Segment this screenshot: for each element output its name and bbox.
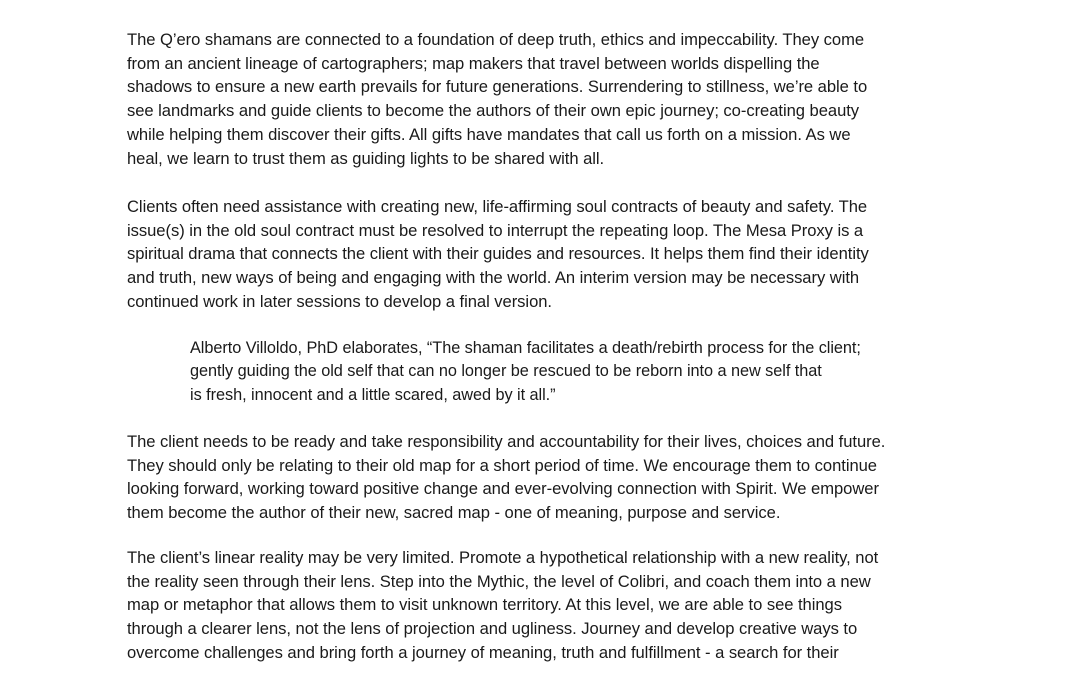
text-line: spiritual drama that connects the client with their guides and resources. It helps them find their identity — [127, 244, 869, 264]
text-line: issue(s) in the old soul contract must be resolved to interrupt the repeating loop. The Mesa Proxy is a — [127, 220, 864, 240]
text-line: They should only be relating to their old map for a short period of time. We encourage them to continue — [127, 455, 877, 475]
quote-line: gently guiding the old self that can no longer be rescued to be reborn into a new self that — [190, 362, 822, 381]
text-line: looking forward, working toward positive change and ever-evolving connection with Spirit. We empower — [127, 479, 879, 499]
quote-line: is fresh, innocent and a little scared, awed by it all.” — [190, 385, 556, 404]
quote-line: Alberto Villoldo, PhD elaborates, “The shaman facilitates a death/rebirth process for the client; — [190, 339, 861, 357]
text-line: Clients often need assistance with creating new, life-affirming soul contracts of beauty and safety. The — [127, 197, 868, 216]
paragraph-qero-shamans — [127, 28, 957, 170]
text-line: The client needs to be ready and take responsibility and accountability for their lives, choices and future. — [127, 432, 886, 451]
paragraph-soul-contracts — [127, 195, 957, 314]
text-line: The client’s linear reality may be very limited. Promote a hypothetical relationship with a new reality, not — [127, 548, 879, 567]
text-line: shadows to ensure a new earth prevails for future generations. Surrendering to stillness, we’re able to — [127, 77, 868, 97]
text-line: them become the author of their new, sacred map - one of meaning, purpose and service. — [127, 503, 781, 523]
text-line: map or metaphor that allows them to visit unknown territory. At this level, we are able to see things — [127, 595, 842, 615]
paragraph-linear-reality — [127, 546, 957, 665]
text-line: and truth, new ways of being and engaging with the world. An interim version may be necessary with — [127, 268, 860, 288]
text-line: The Q’ero shamans are connected to a foundation of deep truth, ethics and impeccability. They come — [127, 30, 865, 49]
text-line: through a clearer lens, not the lens of projection and ugliness. Journey and develop creative ways to — [127, 619, 858, 639]
text-line: overcome challenges and bring forth a journey of meaning, truth and fulfillment - a search for their — [127, 642, 839, 662]
paragraph-client-readiness — [127, 430, 957, 525]
text-line: while helping them discover their gifts. All gifts have mandates that call us forth on a mission. As we — [127, 124, 851, 144]
text-line: see landmarks and guide clients to become the authors of their own epic journey; co-creating beauty — [127, 101, 860, 121]
text-line: heal, we learn to trust them as guiding lights to be shared with all. — [127, 148, 605, 168]
text-line: the reality seen through their lens. Step into the Mythic, the level of Colibri, and coach them into a new — [127, 571, 871, 591]
block-quote-villoldo — [190, 337, 950, 407]
text-line: from an ancient lineage of cartographers; map makers that travel between worlds dispelling the — [127, 53, 820, 73]
text-line: continued work in later sessions to develop a final version. — [127, 291, 552, 311]
